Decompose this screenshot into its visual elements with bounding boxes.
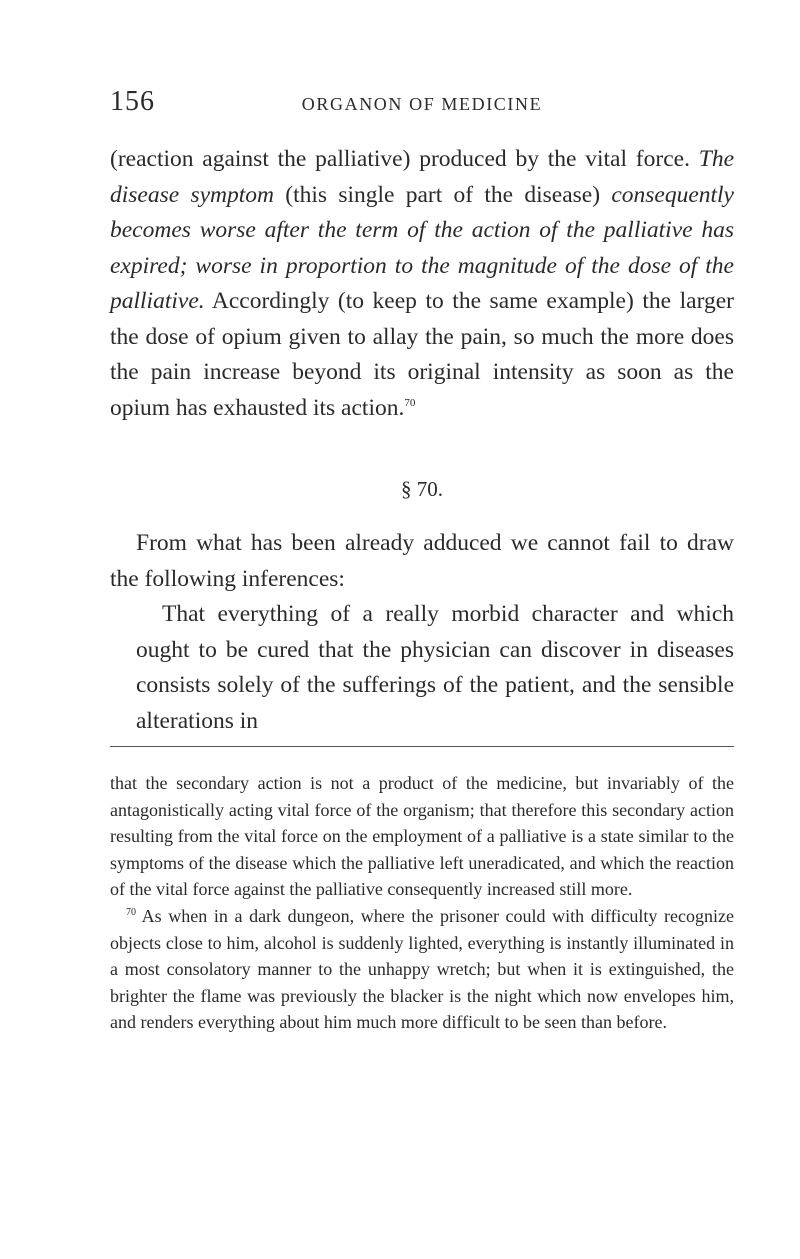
paragraph-morbid-character: That everything of a really morbid character and which ought to be cured that the physician can discover in diseases consists solely of the sufferings of the patient, and the sensible alterations in — [136, 601, 734, 734]
footnote-divider — [110, 746, 734, 747]
paragraph-text: Accordingly (to keep to the same example) the larger the dose of opium given to allay the pain, so much the more does the pain increase beyond its original intensity as soon as the opium has exhausted its action. — [110, 288, 734, 421]
italic-phrase: consequently becomes worse after the term of the action of the palliative has expired; worse in proportion to the magnitude of the dose of the palliative. — [110, 181, 734, 314]
main-text-block-2 — [110, 526, 734, 739]
footnote-reference-70[interactable]: 70 — [404, 396, 416, 409]
page-number: 156 — [110, 86, 155, 117]
running-head — [110, 86, 734, 126]
running-title: ORGANON OF MEDICINE — [301, 94, 543, 114]
paragraph-inferences: From what has been already adduced we cannot fail to draw the following inferences: — [110, 530, 734, 592]
footnote-continuation: that the secondary action is not a product of the medicine, but invariably of the antagonistically acting vital force of the organism; that therefore this secondary action resulting from the vital force on the employment of a palliative is a state similar to the symptoms of the disease which the palliative left uneradicated, and which the reaction of the vital force against the palliative consequently increased still more. — [110, 773, 734, 900]
footnote-70 — [110, 903, 734, 1036]
section-heading: § 70. — [401, 477, 443, 501]
paragraph-continuation — [110, 142, 734, 426]
paragraph-text: (this single part of the disease) — [274, 181, 612, 208]
footnote-marker: 70 — [126, 906, 136, 918]
footnote-text: As when in a dark dungeon, where the prisoner could with difficulty recognize objects close to him, alcohol is suddenly lighted, everything is instantly illuminated in a most consolatory manner to the unhappy wretch; but when it is extinguished, the brighter the flame was previously the blacker is the night which now envelopes him, and renders everything about him much more difficult to be seen than before. — [110, 905, 734, 1033]
italic-phrase: The disease symptom — [110, 146, 734, 208]
main-text-block-1 — [110, 142, 734, 426]
paragraph-text: (reaction against the palliative) produced by the vital force. — [110, 146, 699, 172]
footnotes-section — [110, 770, 734, 1036]
